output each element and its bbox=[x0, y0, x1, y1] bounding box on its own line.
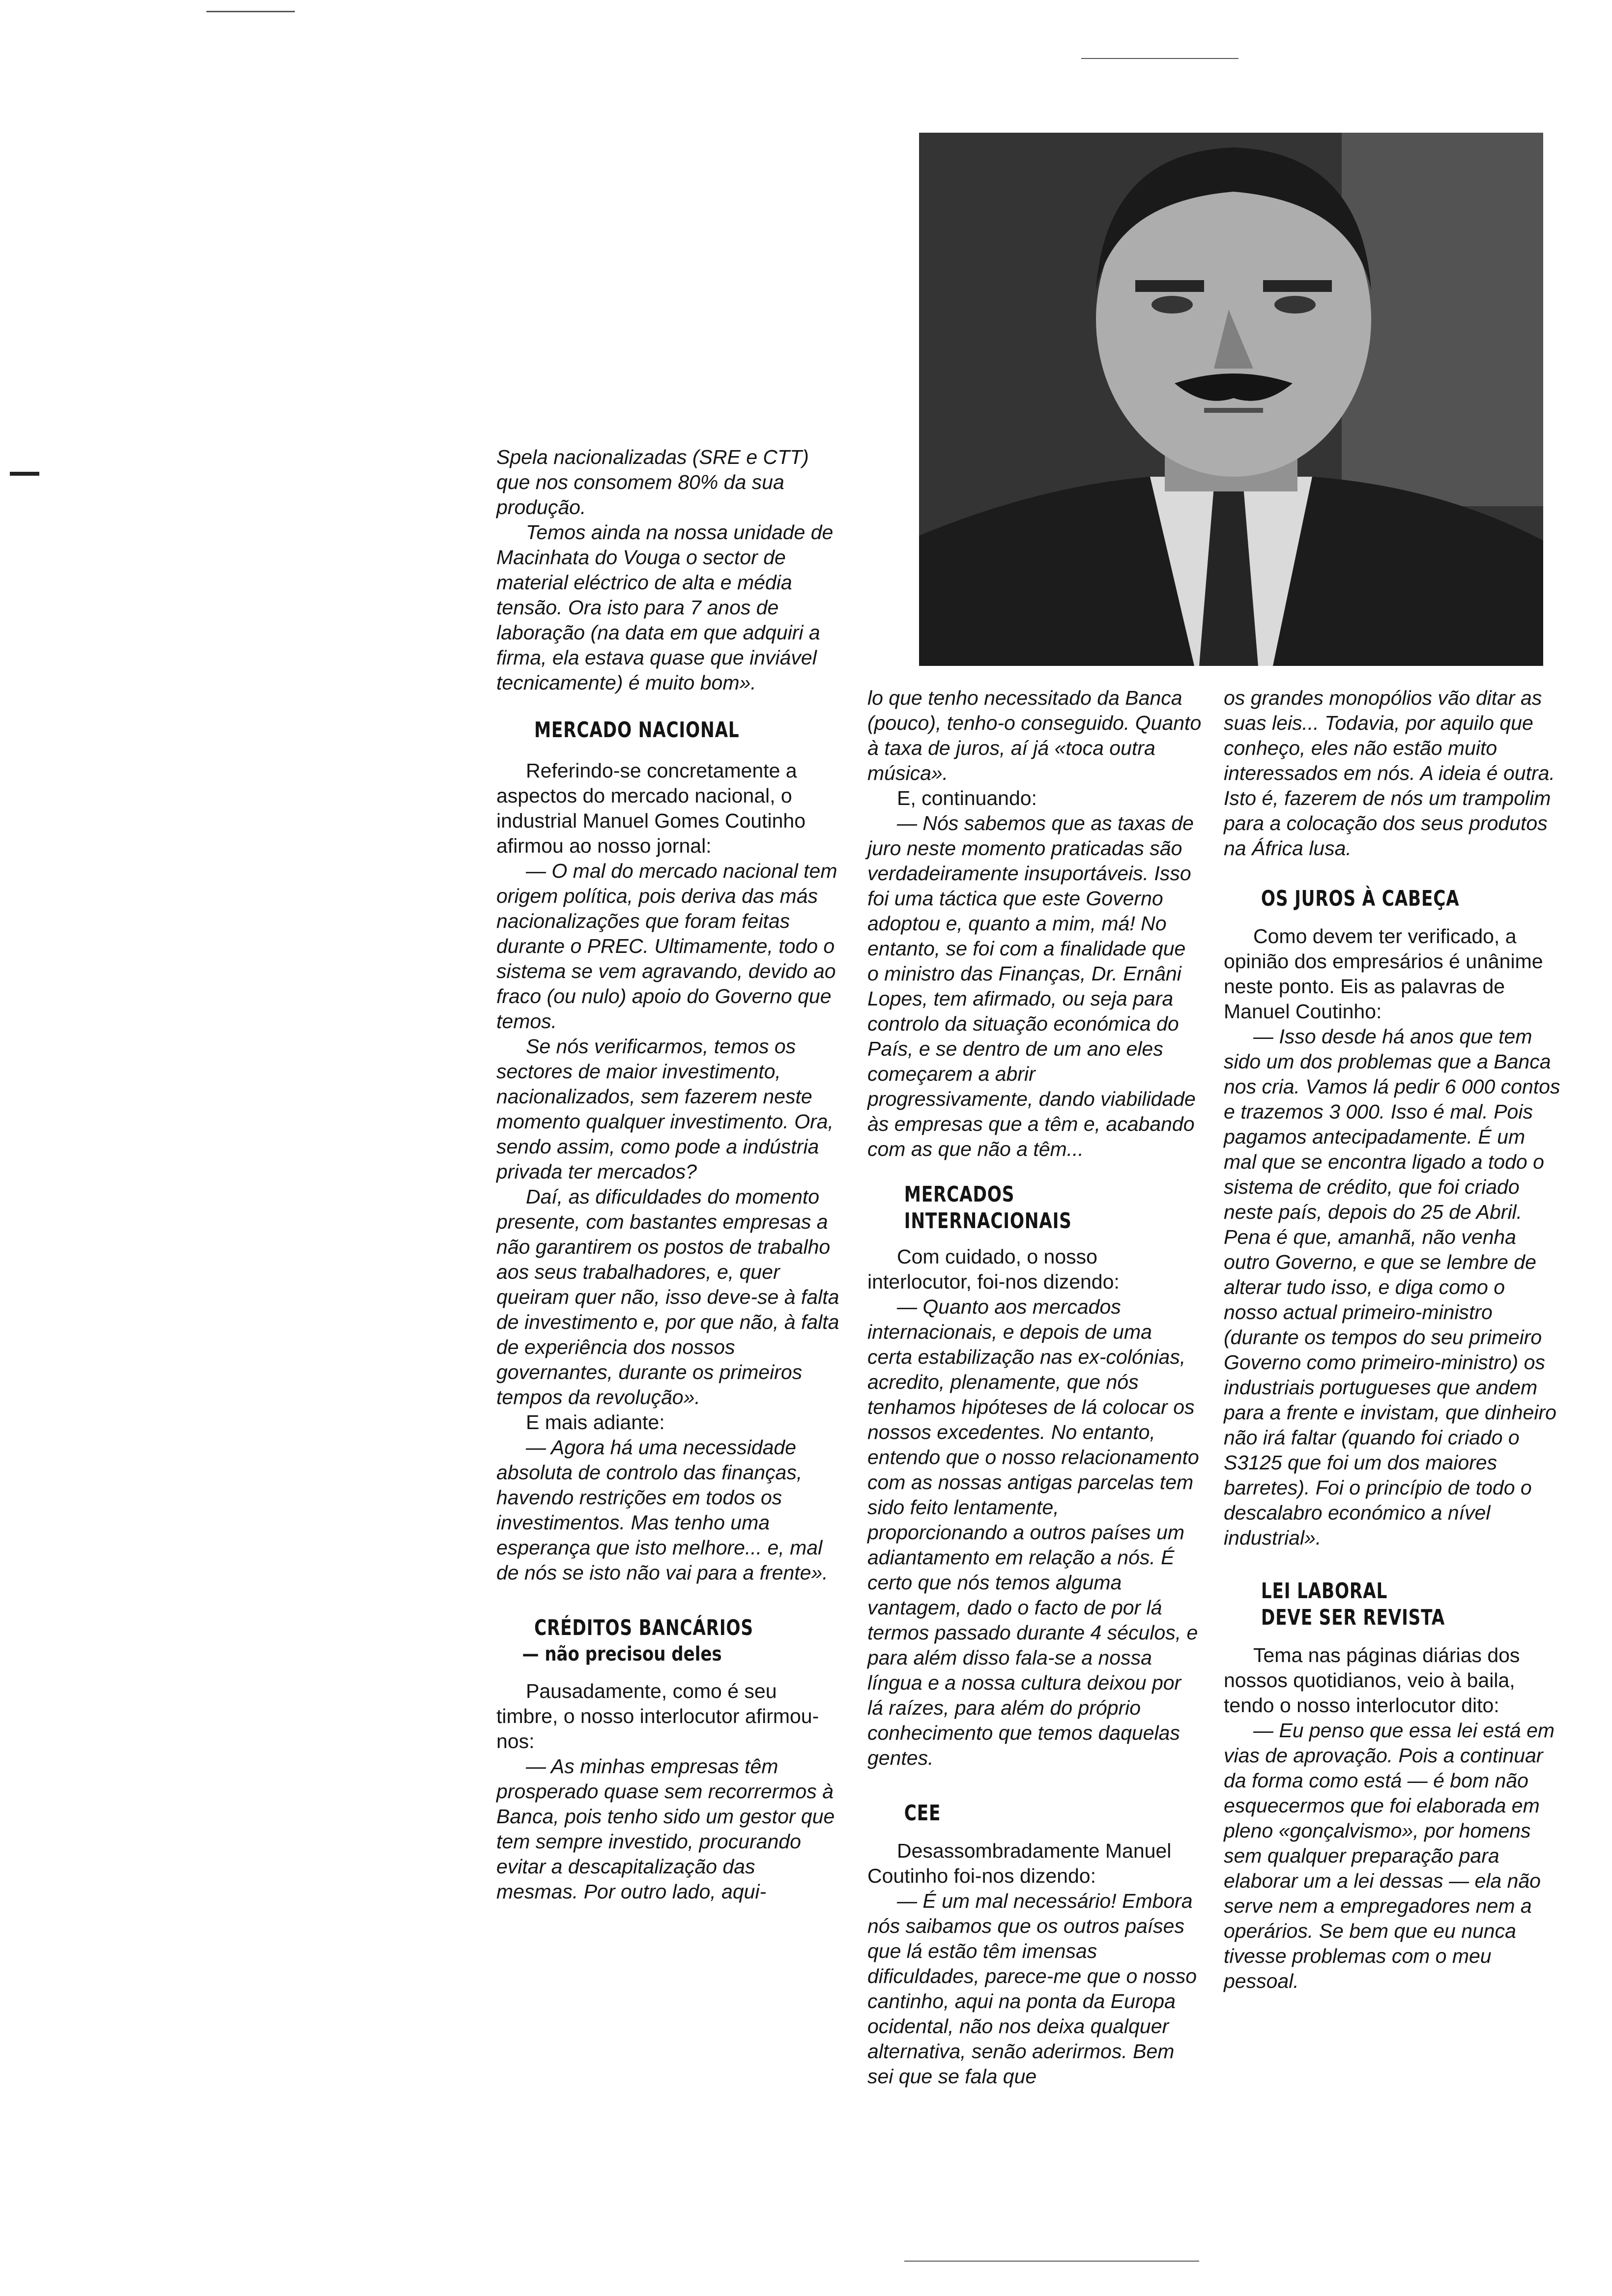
scan-artifact-left bbox=[10, 472, 39, 476]
paragraph: Se nós verificarmos, temos os sectores de maior investimento, nacionalizados, sem fazerem neste momento qualquer investimento. Ora, sendo assim, como pode a indústria privada ter mercados? bbox=[496, 1035, 834, 1183]
portrait-illustration bbox=[919, 133, 1543, 666]
scan-artifact-bottom bbox=[904, 2261, 1199, 2262]
paragraph: Daí, as dificuldades do momento presente, com bastantes empresas a não garantirem os postos de trabalho aos seus trabalhadores, e, quer queiram quer não, isso deve-se à falta de investimento e, por que não, à falta de experiência dos nossos governantes, durante os primeiros tempos da revolução». bbox=[496, 1185, 839, 1408]
paragraph: — É um mal necessário! Embora nós saibamos que os outros países que lá estão têm imensas dificuldades, parece-me que o nosso cantinho, aqui na ponta da Europa ocidental, não nos deixa qualquer alternativa, senão aderirmos. Bem sei que se fala que bbox=[867, 1890, 1197, 2088]
paragraph: Spela nacionalizadas (SRE e CTT) que nos consomem 80% da sua produção. bbox=[496, 446, 809, 518]
paragraph: E mais adiante: bbox=[526, 1411, 665, 1434]
paragraph: Pausadamente, como é seu timbre, o nosso interlocutor afirmou-nos: bbox=[496, 1680, 819, 1752]
heading-os-juros-a-cabeca: OS JUROS À CABEÇA bbox=[1261, 886, 1460, 911]
paragraph: os grandes monopólios vão ditar as suas leis... Todavia, por aquilo que conheço, eles não estão muito interessados em nós. A ideia é outra. Isto é, fazerem de nós um trampolim para a colocação dos seus produtos na África lusa. bbox=[1224, 687, 1555, 860]
column-3 bbox=[1224, 686, 1563, 1994]
paragraph: Temos ainda na nossa unidade de Macinhata do Vouga o sector de material eléctrico de alta e média tensão. Ora isto para 7 anos de laboração (na data em que adquiri a firma, ela estava quase que inviável tecnicamente) é muito bom». bbox=[496, 521, 834, 694]
heading-lei-laboral: LEI LABORAL bbox=[1261, 1578, 1388, 1604]
paragraph: lo que tenho necessitado da Banca (pouco), tenho-o conseguido. Quanto à taxa de juros, aí já «toca outra música». bbox=[867, 687, 1202, 784]
paragraph: Com cuidado, o nosso interlocutor, foi-nos dizendo: bbox=[867, 1245, 1120, 1293]
paragraph: — Agora há uma necessidade absoluta de controlo das finanças, havendo restrições em todos os investimentos. Mas tenho uma esperança que isto melhore... e, mal de nós se isto não vai para a frente». bbox=[496, 1436, 828, 1584]
paragraph: — As minhas empresas têm prosperado quase sem recorrermos à Banca, pois tenho sido um gestor que tem sempre investido, procurando evitar a descapitalização das mesmas. Por outro lado, aqui- bbox=[496, 1755, 835, 1903]
paragraph: — Quanto aos mercados internacionais, e depois de uma certa estabilização nas ex-colónias, acredito, plenamente, que nós tenhamos hipóteses de lá colocar os nossos excedentes. No entanto, entendo que o nosso relacionamento com as nossas antigas parcelas tem sido feito lentamente, proporcionando a outros países um adiantamento em relação a nós. É certo que nós temos alguma vantagem, dado o facto de por lá termos passado durante 4 séculos, e para além disso fala-se a nossa língua e a nossa cultura deixou por lá raízes, para além do próprio conhecimento que temos daquelas gentes. bbox=[867, 1295, 1199, 1769]
scan-artifact-top-right bbox=[1081, 58, 1238, 59]
column-2 bbox=[867, 686, 1202, 2089]
column-1 bbox=[496, 445, 840, 1904]
paragraph: Tema nas páginas diárias dos nossos quotidianos, veio à baila, tendo o nosso interlocutor dito: bbox=[1224, 1644, 1520, 1717]
paragraph: Desassombradamente Manuel Coutinho foi-nos dizendo: bbox=[867, 1839, 1172, 1887]
paragraph: — O mal do mercado nacional tem origem política, pois deriva das más nacionalizações que foram feitas durante o PREC. Ultimamente, todo o sistema se vem agravando, devido ao fraco (ou nulo) apoio do Governo que temos. bbox=[496, 860, 837, 1033]
subheading-creditos: — não precisou deles bbox=[522, 1643, 722, 1665]
paragraph: — Nós sabemos que as taxas de juro neste momento praticadas são verdadeiramente insuportáveis. Isso foi uma táctica que este Governo adoptou e, quanto a mim, má! No entanto, se foi com a finalidade que o ministro das Finanças, Dr. Ernâni Lopes, tem afirmado, ou seja para controlo da situação económica do País, e se dentro de um ano eles começarem a abrir progressivamente, dando viabilidade às empresas que a têm e, acabando com as que não a têm... bbox=[867, 812, 1196, 1160]
heading-mercados-internacionais: MERCADOS INTERNACIONAIS bbox=[904, 1182, 1072, 1234]
portrait-photo bbox=[919, 133, 1543, 666]
paragraph: Como devem ter verificado, a opinião dos empresários é unânime neste ponto. Eis as palavras de Manuel Coutinho: bbox=[1224, 925, 1543, 1023]
heading-creditos-bancarios: CRÉDITOS BANCÁRIOS bbox=[534, 1615, 753, 1640]
paragraph: — Eu penso que essa lei está em vias de aprovação. Pois a continuar da forma como está — é bom não esquecermos que foi elaborada em pleno «gonçalvismo», por homens sem qualquer preparação para elaborar um a lei dessas — ela não serve nem a empregadores nem a operários. Se bem que eu nunca tivesse problemas com o meu pessoal. bbox=[1224, 1719, 1555, 1992]
heading-cee: CEE bbox=[904, 1801, 941, 1826]
paragraph: — Isso desde há anos que tem sido um dos problemas que a Banca nos cria. Vamos lá pedir 6 000 contos e trazemos 3 000. Isso é mal. Pois pagamos antecipadamente. É um mal que se encontra ligado a todo o sistema de crédito, que foi criado neste país, depois do 25 de Abril. Pena é que, amanhã, não venha outro Governo, e que se lembre de alterar tudo isso, e diga como o nosso actual primeiro-ministro (durante os tempos do seu primeiro Governo como primeiro-ministro) os industriais portugueses que andem para a frente e invistam, que dinheiro não irá faltar (quando foi criado o S3125 que foi um dos maiores barretes). Foi o princípio de todo o descalabro económico a nível industrial». bbox=[1224, 1025, 1560, 1549]
paragraph: Referindo-se concretamente a aspectos do mercado nacional, o industrial Manuel Gomes Coutinho afirmou ao nosso jornal: bbox=[496, 759, 806, 857]
heading-deve-ser-revista: DEVE SER REVISTA bbox=[1261, 1605, 1445, 1630]
scan-artifact-top bbox=[206, 11, 295, 12]
heading-mercado-nacional: MERCADO NACIONAL bbox=[534, 718, 740, 743]
paragraph: E, continuando: bbox=[897, 787, 1037, 809]
